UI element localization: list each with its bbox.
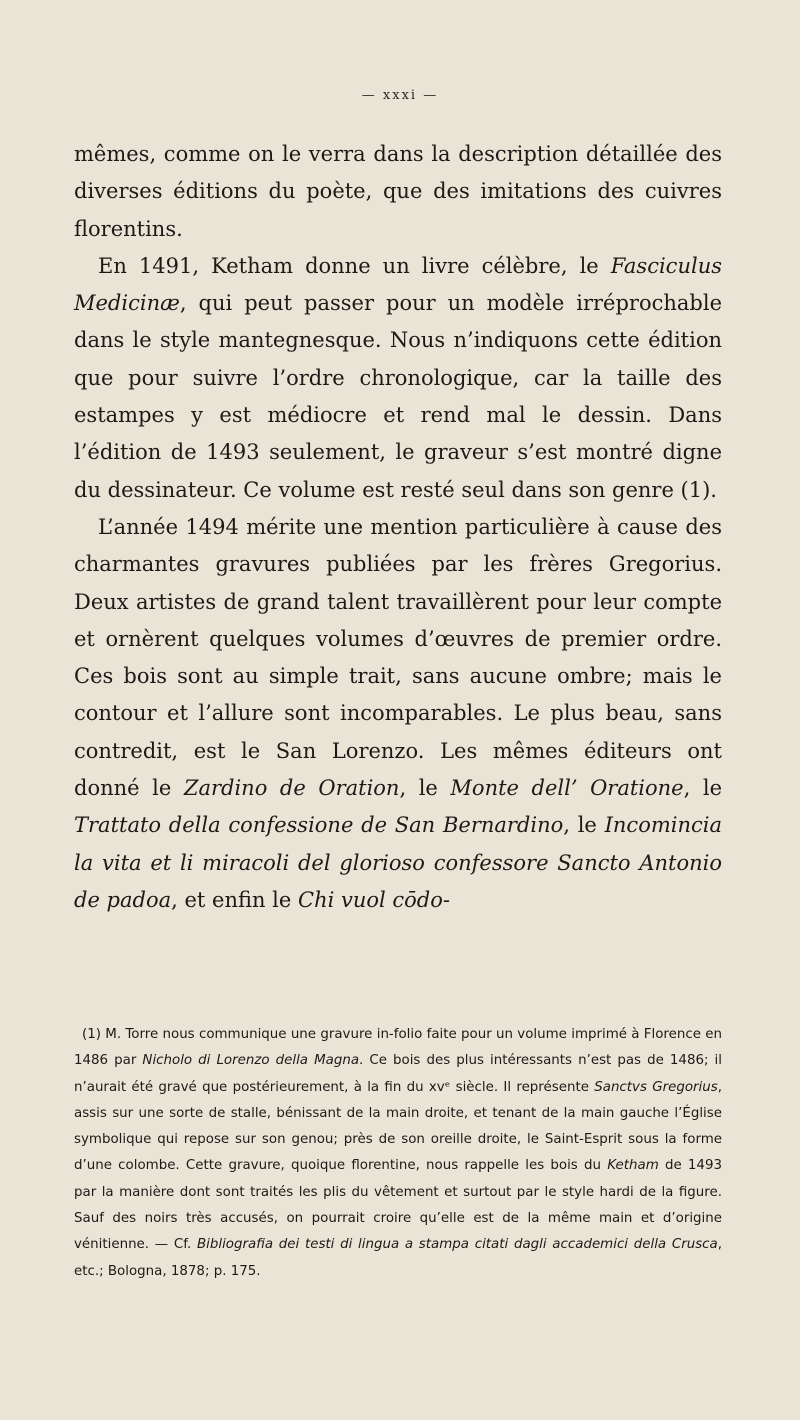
footnote-text-c: , assis sur une sorte de stalle, bénissant de la main droite, et tenant de la main gauche l’Église symbolique qui repose sur son genou; près de son oreille droite, le Saint-Esprit sous la forme d’une colombe. Cette gravure, quoique florentine, nous rappelle les bois du xyxy=(74,1079,722,1174)
page-number: — xxxi — xyxy=(361,88,439,103)
book-title-trattato: Trattato della confessione de San Bernardino xyxy=(74,813,564,838)
footnote-text-b: . Ce bois des plus intéressants n’est pas de 1486; il n’aurait été gravé que postérieurement, à la fin du xvᵉ siècle. Il représente xyxy=(74,1053,722,1095)
footnote-text-e: , etc.; Bologna, 1878; p. 175. xyxy=(74,1237,723,1279)
book-title-zardino: Zardino de Oration xyxy=(183,776,400,801)
paragraph-3-text-a: L’année 1494 mérite une mention particulière à cause des charmantes gravures publiées par les frères Gregorius. Deux artistes de grand talent travaillèrent pour leur compte et ornèrent quelques volumes d’œuvres de premier ordre. Ces bois sont au simple trait, sans aucune ombre; mais le contour et l’allure sont incomparables. Le plus beau, sans contredit, est le San Lorenzo. Les mêmes éditeurs ont donné le xyxy=(74,514,722,801)
footnote-text-a: (1) M. Torre nous communique une gravure in-folio faite pour un volume imprimé à Florence en 1486 par xyxy=(74,1027,722,1069)
book-title-incomincia: Incomincia la vita et li miracoli del glorioso confessore Sancto Antonio de padoa xyxy=(74,813,722,912)
name-nicholo-di-lorenzo: Nicholo di Lorenzo della Magna xyxy=(142,1053,360,1069)
book-title-chi-vuol: Chi vuol cōdo- xyxy=(298,887,450,912)
footnote xyxy=(74,1022,722,1285)
name-ketham: Ketham xyxy=(607,1158,659,1174)
footnote-1 xyxy=(74,1022,722,1285)
book-title-monte: Monte dell’ Oratione xyxy=(450,776,684,801)
separator: , le xyxy=(399,776,451,801)
separator: , le xyxy=(563,813,605,838)
separator: , le xyxy=(683,776,722,801)
main-body-text xyxy=(74,136,722,919)
paragraph-3 xyxy=(74,509,722,919)
paragraph-2 xyxy=(74,248,722,509)
book-title-fasciculus: Fasciculus Medicinæ xyxy=(74,253,722,316)
paragraph-1: mêmes, comme on le verra dans la description détaillée des diverses éditions du poète, que des imitations des cuivres florentins. xyxy=(74,142,722,241)
paragraph-2-text-a: En 1491, Ketham donne un livre célèbre, le xyxy=(98,253,611,278)
separator: , et enfin le xyxy=(171,887,298,912)
footnote-text-d: de 1493 par la manière dont sont traités les plis du vêtement et surtout par le style hardi de la figure. Sauf des noirs très accusés, on pourrait croire qu’elle est de la même main et d’origine vénitienne. — Cf. xyxy=(74,1158,722,1253)
book-title-bibliografia: Bibliografia dei testi di lingua a stampa citati dagli accademici della Crusca xyxy=(196,1237,718,1253)
paragraph-2-text-b: , qui peut passer pour un modèle irréprochable dans le style mantegnesque. Nous n’indiquons cette édition que pour suivre l’ordre chronologique, car la taille des estampes y est médiocre et rend mal le dessin. Dans l’édition de 1493 seulement, le graveur s’est montré digne du dessinateur. Ce volume est resté seul dans son genre (1). xyxy=(74,291,722,502)
name-sanctvs-gregorius: Sanctvs Gregorius xyxy=(594,1079,718,1095)
